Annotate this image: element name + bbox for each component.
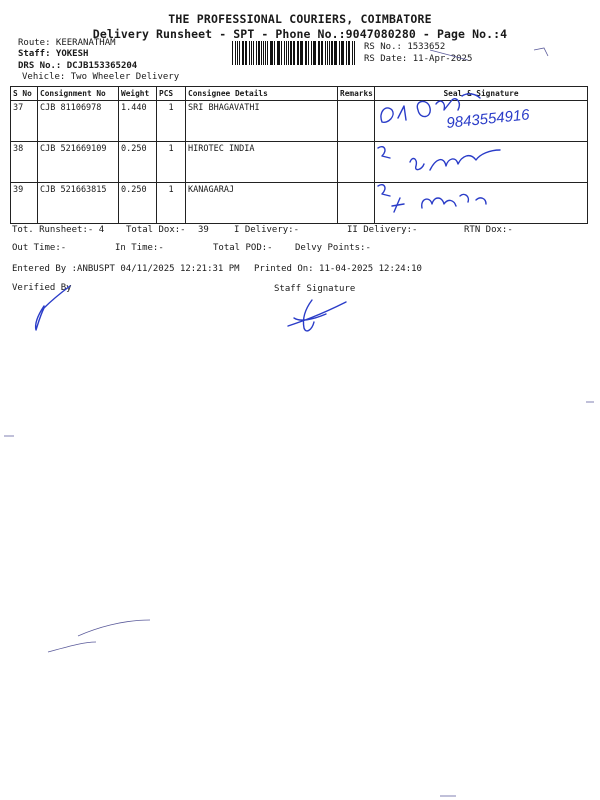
cell-remarks — [338, 101, 375, 142]
table-header-row — [11, 87, 588, 101]
cell-weight: 0.250 — [119, 142, 157, 183]
scan-specks-icon — [4, 402, 594, 796]
scan-mark-bottom-icon — [48, 620, 150, 652]
drs-label: DRS No.: DCJB153365204 — [18, 61, 138, 71]
cell-sno: 37 — [11, 101, 38, 142]
cell-consignment: CJB 521663815 — [38, 183, 119, 224]
cell-remarks — [338, 142, 375, 183]
total-dox-label: Total Dox:- — [126, 225, 186, 235]
ii-delivery: II Delivery:- — [347, 225, 418, 235]
total-dox-value: 39 — [198, 225, 209, 235]
company-title: THE PROFESSIONAL COURIERS, COIMBATORE — [168, 12, 432, 26]
cell-signature — [375, 101, 588, 142]
cell-signature — [375, 183, 588, 224]
staff-label: Staff: YOKESH — [18, 49, 89, 59]
verified-by: Verified By — [12, 283, 72, 293]
staff-signature-icon — [288, 300, 346, 331]
header-sno: S No — [11, 87, 38, 101]
rs-number: RS No.: 1533652 — [364, 42, 446, 52]
cell-consignee: KANAGARAJ — [186, 183, 338, 224]
cell-pcs: 1 — [157, 183, 186, 224]
staff-signature-label: Staff Signature — [274, 284, 356, 294]
table-row — [11, 142, 588, 183]
vehicle-label: Vehicle: Two Wheeler Delivery — [22, 72, 180, 82]
cell-sno: 38 — [11, 142, 38, 183]
cell-weight: 1.440 — [119, 101, 157, 142]
cell-consignment: CJB 81106978 — [38, 101, 119, 142]
cell-consignee: HIROTEC INDIA — [186, 142, 338, 183]
delvy-points: Delvy Points:- — [295, 243, 371, 253]
header-pcs: PCS — [157, 87, 186, 101]
cell-signature — [375, 142, 588, 183]
cell-remarks — [338, 183, 375, 224]
runsheet-table — [10, 86, 588, 224]
route-label: Route: KEERANATHAM — [18, 38, 116, 48]
table-row — [11, 183, 588, 224]
cell-consignee: SRI BHAGAVATHI — [186, 101, 338, 142]
cell-weight: 0.250 — [119, 183, 157, 224]
cell-consignment: CJB 521669109 — [38, 142, 119, 183]
handwritten-phone: 9843554916 — [445, 106, 531, 132]
cell-pcs: 1 — [157, 101, 186, 142]
header-consignee: Consignee Details — [186, 87, 338, 101]
out-time: Out Time:- — [12, 243, 67, 253]
cell-sno: 39 — [11, 183, 38, 224]
header-remarks: Remarks — [338, 87, 375, 101]
cell-pcs: 1 — [157, 142, 186, 183]
rtn-dox: RTN Dox:- — [464, 225, 513, 235]
runsheet-subtitle: Delivery Runsheet - SPT - Phone No.:9047080280 - Page No.:4 — [92, 27, 508, 41]
total-pod: Total POD:- — [213, 243, 273, 253]
barcode — [232, 41, 356, 65]
printed-on: Printed On: 11-04-2025 12:24:10 — [254, 264, 422, 274]
table-row — [11, 101, 588, 142]
header-signature: Seal & Signature — [375, 87, 588, 101]
header-weight: Weight — [119, 87, 157, 101]
header-consignment: Consignment No — [38, 87, 119, 101]
entered-by: Entered By :ANBUSPT 04/11/2025 12:21:31 PM — [12, 264, 240, 274]
tot-runsheet: Tot. Runsheet:- 4 — [12, 225, 105, 235]
rs-date: RS Date: 11-Apr-2025 — [364, 54, 473, 64]
i-delivery: I Delivery:- — [234, 225, 300, 235]
in-time: In Time:- — [115, 243, 164, 253]
